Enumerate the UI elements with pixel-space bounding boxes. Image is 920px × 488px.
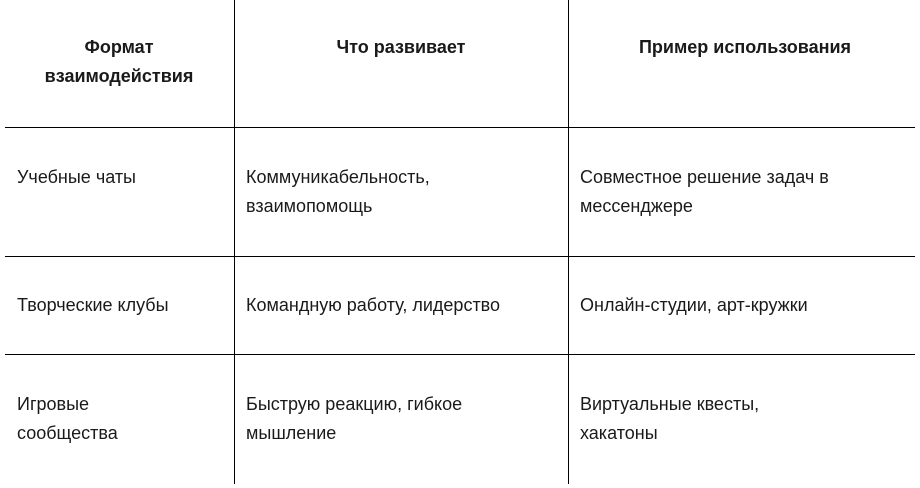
row-divider-1 <box>5 127 915 128</box>
table-cell: Игровые сообщества <box>17 394 118 443</box>
header-cell-develops: Что развивает <box>336 37 466 57</box>
header-cell-example: Пример использования <box>638 37 852 57</box>
table-cell: Виртуальные квесты, хакатоны <box>580 394 760 443</box>
table-cell: Учебные чаты <box>17 167 136 187</box>
column-divider-1 <box>234 0 235 484</box>
row-divider-2 <box>5 256 915 257</box>
header-cell-format: Формат взаимодействия <box>44 37 194 86</box>
table-cell: Коммуникабельность, взаимопомощь <box>246 167 430 216</box>
table-cell: Командную работу, лидерство <box>246 295 501 315</box>
table-cell: Творческие клубы <box>17 295 169 315</box>
table-cell: Быструю реакцию, гибкое мышление <box>246 394 463 443</box>
table-cell: Совместное решение задач в мессенджере <box>580 167 829 216</box>
column-divider-2 <box>568 0 569 484</box>
row-divider-3 <box>5 354 915 355</box>
table-cell: Онлайн-студии, арт-кружки <box>580 295 808 315</box>
